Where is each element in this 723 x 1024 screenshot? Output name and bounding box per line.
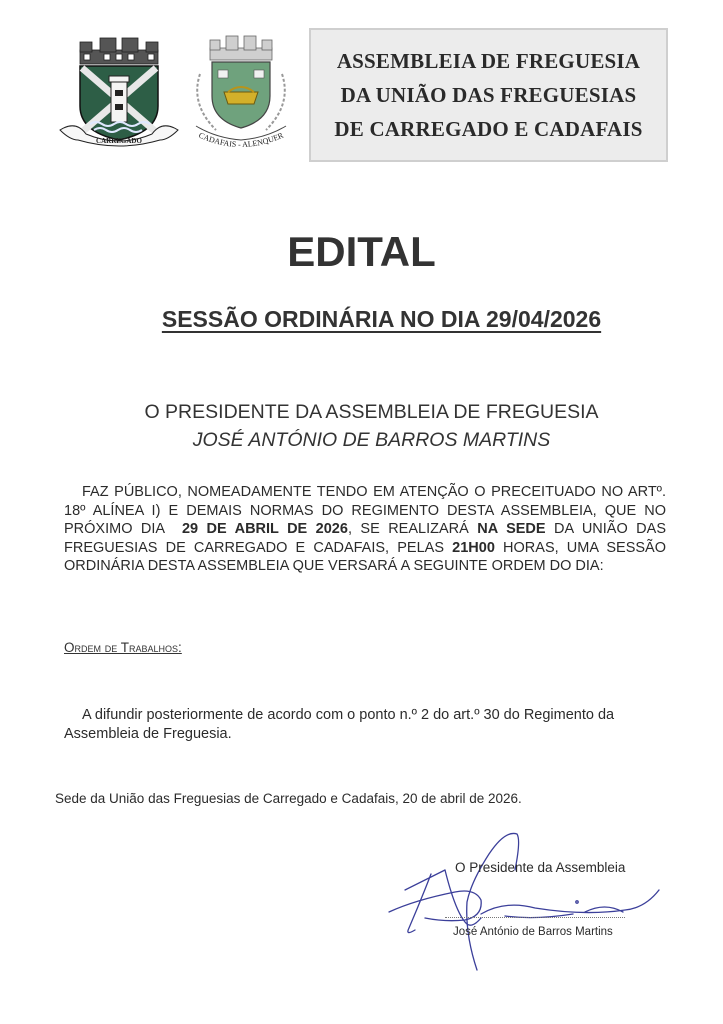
body-part-1: FAZ PÚBLICO, NOMEADAMENTE TENDO EM ATENÇÃO O PRECEITUADO NO ARTº. 18º ALÍNEA I) E DEMAIS NORMAS DO REGIMENTO DESTA ASSEMBLEIA, QUE NO PRÓXIMO DIA [64, 484, 666, 537]
president-title: O PRESIDENTE DA ASSEMBLEIA DE FREGUESIA [144, 401, 599, 423]
agenda-heading [64, 640, 182, 655]
header-line-3: DE CARREGADO E CADAFAIS [334, 117, 643, 141]
agenda-text: A difundir posteriormente de acordo com o ponto n.º 2 do art.º 30 do Regimento da Assembleia de Freguesia. [64, 707, 615, 742]
header-line-2: DA UNIÃO DAS FREGUESIAS [340, 83, 637, 107]
announcement-body [64, 483, 666, 576]
motto-text: CARREGADO [96, 137, 142, 145]
signature-line [445, 917, 625, 918]
agenda-colon: : [178, 640, 182, 655]
grain-basket-icon [224, 92, 258, 104]
mural-crown [80, 38, 158, 64]
motto-text: CADAFAIS - ALENQUER [197, 130, 285, 150]
session-date: 29 DE ABRIL DE 2026 [181, 521, 348, 537]
president-name: JOSÉ ANTÓNIO DE BARROS MARTINS [192, 429, 551, 451]
place-and-date: Sede da União das Freguesias de Carregado e Cadafais, 20 de abril de 2026. [55, 791, 522, 806]
carregado-coat-of-arms [56, 36, 182, 148]
session-subtitle: SESSÃO ORDINÁRIA NO DIA 29/04/2026 [161, 306, 602, 332]
signature-name: José António de Barros Martins [453, 926, 613, 938]
cadafais-coat-of-arms [186, 34, 296, 152]
mural-crown [210, 36, 272, 60]
document-title: EDITAL [287, 228, 436, 275]
tower-icon [109, 76, 129, 122]
president-heading [0, 398, 723, 454]
session-time: 21H00 [452, 539, 495, 556]
agenda-label: Ordem de Trabalhos [64, 640, 179, 655]
header-box [309, 28, 668, 162]
handwritten-signature [385, 830, 665, 980]
body-part-4: HORAS, UMA SESSÃO ORDINÁRIA DESTA ASSEMBLEIA QUE VERSARÁ A SEGUINTE ORDEM DO DIA: [64, 539, 667, 574]
body-part-2: , SE REALIZARÁ [347, 521, 469, 537]
header-line-1: ASSEMBLEIA DE FREGUESIA [336, 49, 641, 73]
signature-role: O Presidente da Assembleia [455, 860, 626, 875]
session-place: NA SEDE [477, 521, 546, 537]
body-part-3: DA UNIÃO DAS FREGUESIAS DE CARREGADO E CADAFAIS, PELAS [64, 521, 666, 556]
